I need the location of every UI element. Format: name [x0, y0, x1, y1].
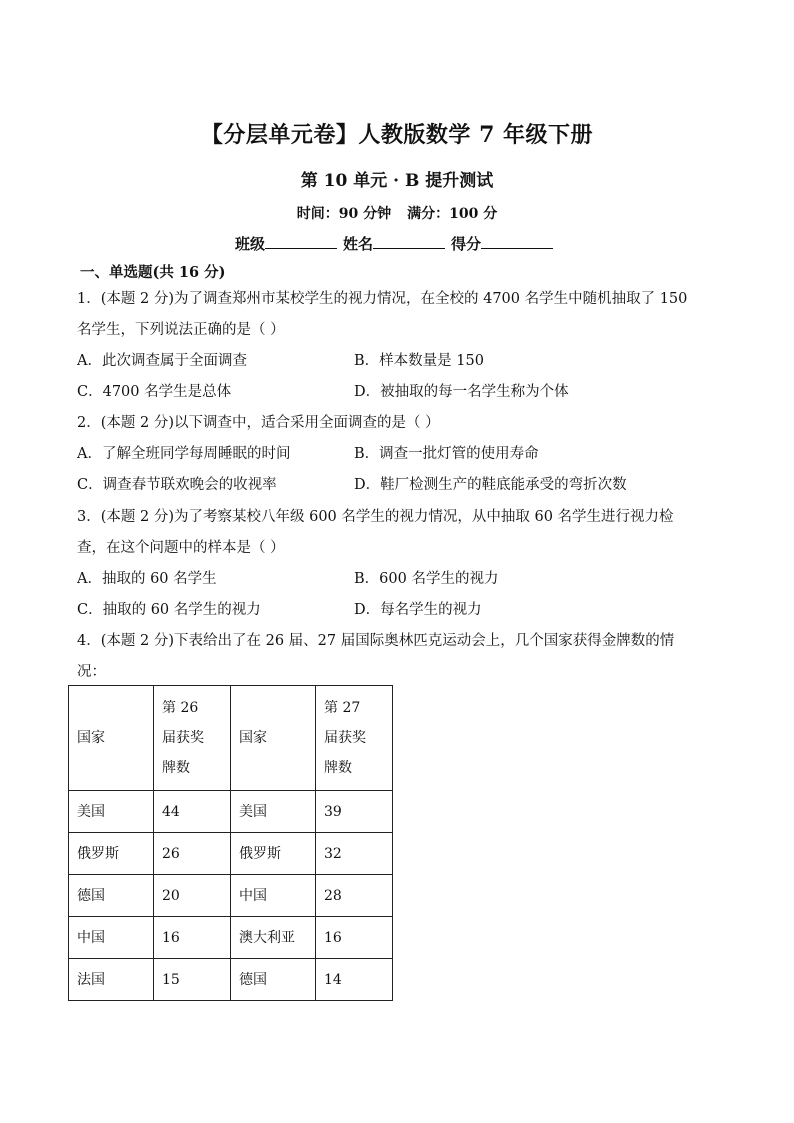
table-cell: 32	[316, 833, 393, 875]
table-cell: 德国	[69, 875, 154, 917]
medal-table	[68, 685, 393, 1001]
table-cell: 15	[154, 959, 231, 1001]
name-blank	[373, 234, 445, 249]
question-3-option-d: D．每名学生的视力	[354, 602, 482, 618]
table-cell: 14	[316, 959, 393, 1001]
question-1-option-c: C．4700 名学生是总体	[77, 384, 232, 400]
exam-full-score: 满分：100 分	[407, 206, 498, 222]
table-cell: 16	[154, 917, 231, 959]
exam-time: 时间：90 分钟	[296, 206, 392, 222]
table-header-row	[69, 686, 393, 791]
table-header-text: 第 26 届获奖牌数	[162, 700, 204, 776]
grade-blank	[481, 234, 553, 249]
table-cell: 16	[316, 917, 393, 959]
table-row	[69, 875, 393, 917]
table-cell: 法国	[69, 959, 154, 1001]
question-2-option-b: B．调查一批灯管的使用寿命	[354, 446, 539, 462]
table-cell: 美国	[69, 791, 154, 833]
question-3-text: 3．(本题 2 分)为了考察某校八年级 600 名学生的视力情况，从中抽取 60 名学生进行视力检	[77, 509, 674, 525]
section-title: 一、单选题(共 16 分)	[80, 264, 226, 281]
table-cell: 39	[316, 791, 393, 833]
table-cell: 德国	[231, 959, 316, 1001]
table-cell: 中国	[231, 875, 316, 917]
class-blank	[265, 234, 337, 249]
question-1-text: 1．(本题 2 分)为了调查郑州市某校学生的视力情况，在全校的 4700 名学生中随机抽取了 150	[77, 291, 688, 307]
question-3-text-cont: 查，在这个问题中的样本是（ ）	[77, 540, 285, 556]
table-row	[69, 833, 393, 875]
question-3-option-a: A．抽取的 60 名学生	[77, 571, 217, 587]
table-cell: 20	[154, 875, 231, 917]
table-cell: 28	[316, 875, 393, 917]
question-2-text: 2．(本题 2 分)以下调查中，适合采用全面调查的是（ ）	[77, 415, 440, 431]
question-1-text-cont: 名学生，下列说法正确的是（ ）	[77, 322, 285, 338]
table-cell: 美国	[231, 791, 316, 833]
question-3-option-c: C．抽取的 60 名学生的视力	[77, 602, 261, 618]
table-cell: 俄罗斯	[69, 833, 154, 875]
question-2-option-a: A．了解全班同学每周睡眠的时间	[77, 446, 291, 462]
table-row	[69, 959, 393, 1001]
table-header-cell	[154, 686, 231, 791]
document-title: 【分层单元卷】人教版数学 7 年级下册	[200, 122, 594, 148]
grade-label: 得分	[451, 235, 482, 253]
table-row	[69, 791, 393, 833]
name-label: 姓名	[342, 235, 373, 253]
table-cell: 26	[154, 833, 231, 875]
table-header-cell: 国家	[69, 686, 154, 791]
question-4-text: 4．(本题 2 分)下表给出了在 26 届、27 届国际奥林匹克运动会上，几个国家获得金牌数的情	[77, 633, 675, 649]
question-3-option-b: B．600 名学生的视力	[354, 571, 499, 587]
table-cell: 44	[154, 791, 231, 833]
table-header-cell	[316, 686, 393, 791]
question-1-option-b: B．样本数量是 150	[354, 353, 484, 369]
question-2-option-c: C．调查春节联欢晚会的收视率	[77, 477, 277, 493]
table-cell: 中国	[69, 917, 154, 959]
student-info-fields	[0, 233, 794, 254]
table-header-cell: 国家	[231, 686, 316, 791]
table-row	[69, 917, 393, 959]
exam-meta	[0, 203, 794, 223]
table-cell: 俄罗斯	[231, 833, 316, 875]
table-cell: 澳大利亚	[231, 917, 316, 959]
table-header-text: 第 27 届获奖牌数	[324, 700, 366, 776]
question-2-option-d: D．鞋厂检测生产的鞋底能承受的弯折次数	[354, 477, 627, 493]
question-4-text-cont: 况：	[77, 664, 106, 680]
document-subtitle: 第 10 单元 · B 提升测试	[300, 171, 494, 191]
class-label: 班级	[234, 235, 265, 253]
question-1-option-d: D．被抽取的每一名学生称为个体	[354, 384, 569, 400]
question-1-option-a: A．此次调查属于全面调查	[77, 353, 247, 369]
